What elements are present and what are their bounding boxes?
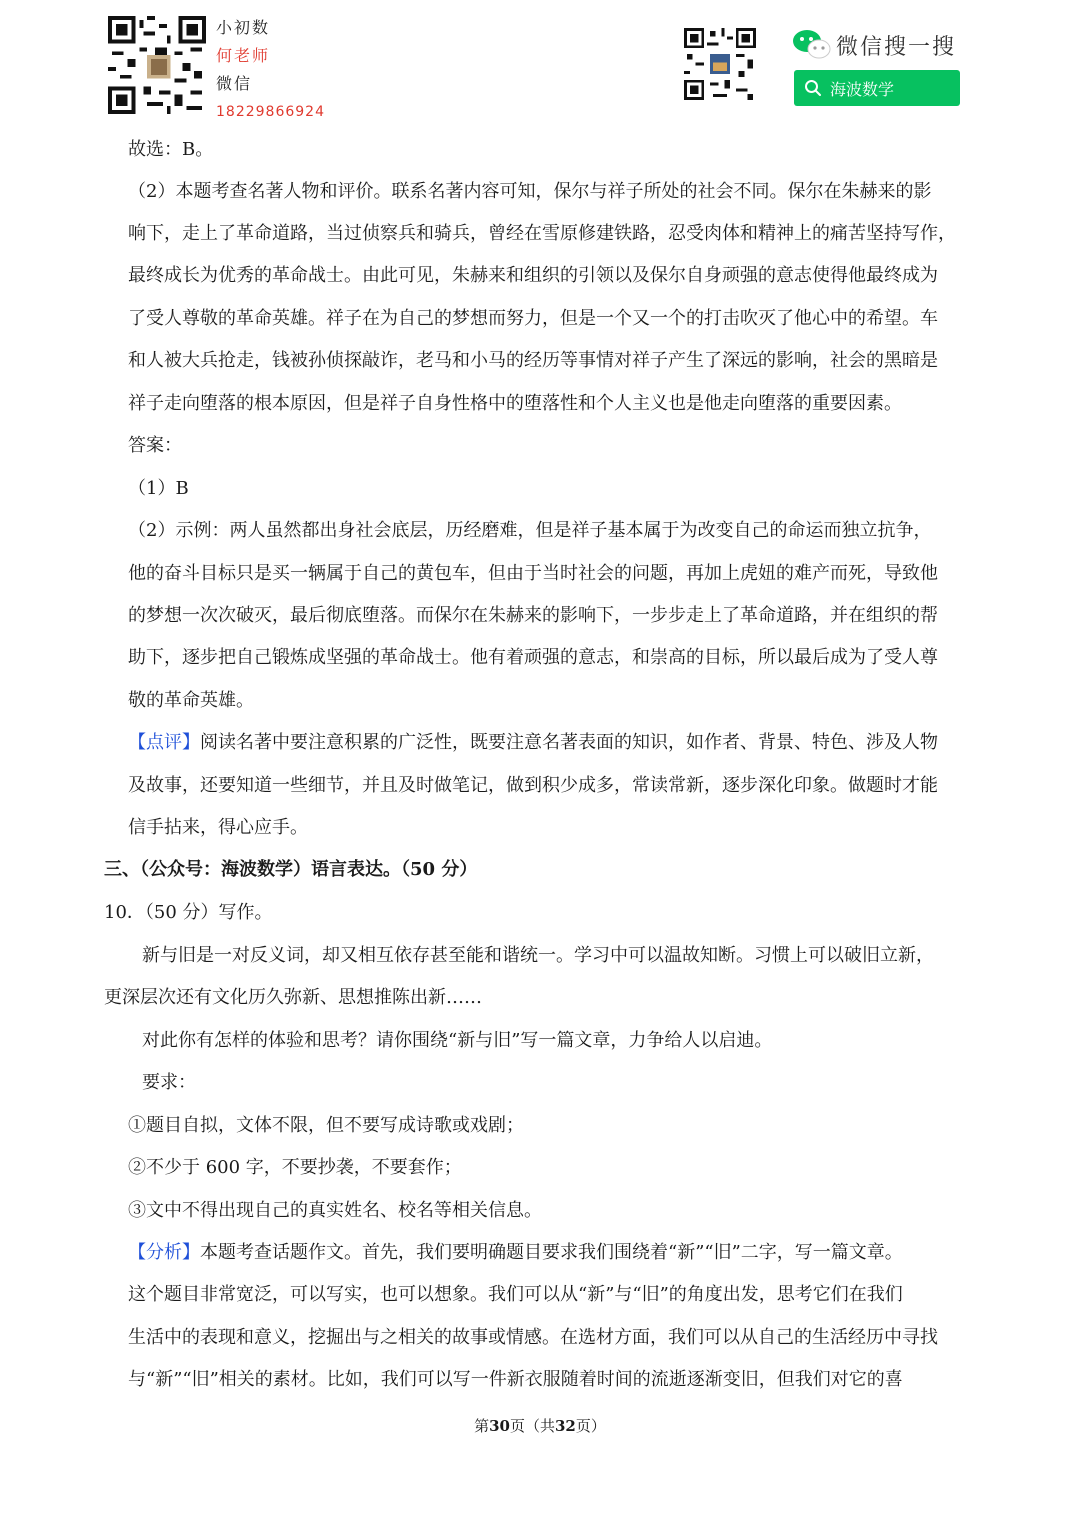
search-icon (804, 79, 822, 97)
answer-line: 故选：B。 (128, 139, 214, 160)
requirement-2: ②不少于 600 字，不要抄袭，不要套作； (128, 1157, 462, 1178)
question-10: 10．（50 分）写作。 (104, 902, 273, 923)
contact-line-1: 小初数 (216, 18, 271, 37)
explanation-line-2: 响下，走上了革命道路，当过侦察兵和骑兵，曾经在雪原修建铁路，忍受肉体和精神上的痛苦坚持写作， (128, 223, 956, 244)
comment-line-3: 信手拈来，得心应手。 (128, 817, 308, 838)
contact-info (216, 14, 336, 126)
footer-prefix: 第 (474, 1417, 490, 1435)
contact-line-3: 微信 (216, 74, 253, 93)
answer-2-line-5: 敬的革命英雄。 (128, 690, 254, 711)
answer-2-line-2: 他的奋斗目标只是买一辆属于自己的黄包车，但由于当时社会的问题，再加上虎妞的难产而死，导致他 (128, 563, 938, 584)
answer-2-line-4: 助下，逐步把自己锻炼成坚强的革命战士。他有着顽强的意志，和崇高的目标，所以最后成为了受人尊 (128, 647, 938, 668)
qr-code-contact-icon[interactable] (108, 16, 206, 114)
requirement-3: ③文中不得出现自己的真实姓名、校名等相关信息。 (128, 1200, 542, 1221)
header-contact-block (108, 14, 328, 118)
analysis-line-2: 这个题目非常宽泛，可以写实，也可以想象。我们可以从“新”与“旧”的角度出发，思考它们在我们 (128, 1284, 903, 1305)
analysis-line-3: 生活中的表现和意义，挖掘出与之相关的故事或情感。在选材方面，我们可以从自己的生活经历中寻找 (128, 1327, 938, 1348)
prompt-line-3: 对此你有怎样的体验和思考？请你围绕“新与旧”写一篇文章，力争给人以启迪。 (142, 1030, 773, 1051)
answer-2-line-1: （2）示例：两人虽然都出身社会底层，历经磨难，但是祥子基本属于为改变自己的命运而独立抗争， (128, 520, 932, 541)
comment-text: 阅读名著中要注意积累的广泛性，既要注意名著表面的知识，如作者、背景、特色、涉及人物 (200, 732, 938, 753)
contact-line-2: 何老师 (216, 46, 271, 65)
prompt-line-1: 新与旧是一对反义词，却又相互依存甚至能和谐统一。学习中可以温故知断。习惯上可以破旧立新， (142, 945, 934, 966)
qr-code-wechat-icon[interactable] (684, 28, 756, 100)
analysis-text: 本题考查话题作文。首先，我们要明确题目要求我们围绕着“新”“旧”二字，写一篇文章。 (200, 1242, 903, 1263)
analysis-tag: 【分析】 (128, 1242, 200, 1263)
page-footer (0, 1415, 1080, 1436)
explanation-line-5: 和人被大兵抢走，钱被孙侦探敲诈，老马和小马的经历等事情对祥子产生了深远的影响，社会的黑暗是 (128, 350, 938, 371)
comment-tag: 【点评】 (128, 732, 200, 753)
total-pages: 32 (555, 1417, 576, 1435)
comment-line-2: 及故事，还要知道一些细节，并且及时做笔记，做到积少成多，常读常新，逐步深化印象。做题时才能 (128, 775, 938, 796)
explanation-line-1: （2）本题考查名著人物和评价。联系名著内容可知，保尔与祥子所处的社会不同。保尔在朱赫来的影 (128, 181, 932, 202)
comment-line-1 (128, 731, 938, 755)
answer-2-line-3: 的梦想一次次破灭，最后彻底堕落。而保尔在朱赫来的影响下，一步步走上了革命道路，并在组织的帮 (128, 605, 938, 626)
header-wechat-block (684, 28, 984, 108)
wechat-search-logo (792, 28, 962, 62)
explanation-line-3: 最终成长为优秀的革命战士。由此可见，朱赫来和组织的引领以及保尔自身顽强的意志使得他最终成为 (128, 265, 938, 286)
prompt-line-2: 更深层次还有文化历久弥新、思想推陈出新…… (104, 987, 482, 1008)
explanation-line-6: 祥子走向堕落的根本原因，但是祥子自身性格中的堕落性和个人主义也是他走向堕落的重要因素。 (128, 393, 902, 414)
footer-middle: 页（共 (509, 1417, 555, 1435)
section-heading: 三、（公众号：海波数学）语言表达。（50 分） (104, 859, 478, 880)
requirement-1: ①题目自拟，文体不限，但不要写成诗歌或戏剧； (128, 1115, 524, 1136)
wechat-logo-icon (792, 28, 832, 60)
analysis-line-1 (128, 1241, 903, 1265)
explanation-line-4: 了受人尊敬的革命英雄。祥子在为自己的梦想而努力，但是一个又一个的打击吹灭了他心中的希望。车 (128, 308, 938, 329)
wechat-search-button-label: 海波数学 (830, 80, 895, 99)
wechat-search-button[interactable] (794, 70, 960, 106)
page-number: 30 (489, 1417, 510, 1435)
requirements-heading: 要求： (142, 1072, 196, 1093)
contact-phone: 18229866924 (216, 104, 325, 120)
answer-heading: 答案： (128, 435, 182, 456)
analysis-line-4: 与“新”“旧”相关的素材。比如，我们可以写一件新衣服随着时间的流逝逐渐变旧，但我们对它的喜 (128, 1369, 903, 1390)
answer-1: （1）B (128, 478, 189, 499)
wechat-search-label: 微信搜一搜 (836, 35, 957, 60)
footer-suffix: 页） (575, 1417, 606, 1435)
